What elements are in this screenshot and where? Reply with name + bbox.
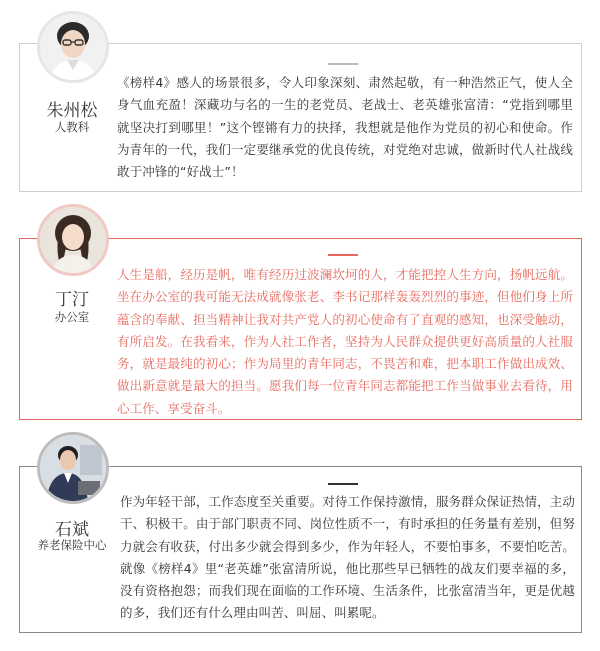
divider-line — [328, 63, 358, 65]
person-name: 丁汀 — [55, 290, 89, 310]
person-name: 朱州松 — [46, 101, 98, 121]
person-name: 石斌 — [55, 520, 89, 540]
avatar — [37, 204, 109, 276]
avatar — [37, 432, 109, 504]
testimonial-quote: 作为年轻干部，工作态度至关重要。对待工作保持激情，服务群众保证热情，主动干、积极干。由于部门职责不同、岗位性质不一，有时承担的任务量有差别，但努力就会有收获，付出多少就会得到多少，作为年轻人，不要怕事多，不要怕吃苦。就像《榜样4》里“老英雄”张富清所说，他比那些早已牺牲的战友们要幸福的多，没有资格抱怨；而我们现在面临的工作环境、生活条件，比张富清当年，更是优越的多，我们还有什么理由叫苦、叫屈、叫累呢。 — [120, 494, 575, 621]
person-department: 办公室 — [54, 310, 90, 324]
person-department: 养老保险中心 — [37, 538, 107, 552]
avatar-portrait-icon — [40, 14, 106, 80]
avatar-portrait-icon — [40, 435, 106, 501]
person-department: 人教科 — [54, 120, 90, 134]
divider-line — [328, 483, 358, 485]
avatar-portrait-icon — [40, 207, 106, 273]
avatar — [37, 11, 109, 83]
testimonial-quote: 人生是船，经历是帆，唯有经历过波澜坎坷的人，才能把控人生方向，扬帆远航。坐在办公室的我可能无法成就像张老、李书记那样轰轰烈烈的事迹，但他们身上所蕴含的奉献、担当精神让我对共产党人的初心使命有了直观的感知，也深受触动，有所启发。在我看来，作为人社工作者，坚持为人民群众提供更好高质量的人社服务，就是最纯的初心；作为局里的青年同志，不畏苦和难，把本职工作做出成效、做出新意就是最大的担当。愿我们每一位青年同志都能把工作当做事业去看待，用心工作、享受奋斗。 — [117, 267, 573, 416]
divider-line — [328, 254, 358, 256]
testimonial-quote: 《榜样4》感人的场景很多，令人印象深刻、肃然起敬，有一种浩然正气，使人全身气血充盈！深藏功与名的一生的老党员、老战士、老英雄张富清：“党指到哪里就坚决打到哪里！”这个铿锵有力的抉择，我想就是他作为党员的初心和使命。作为青年的一代，我们一定要继承党的优良传统，对党绝对忠诚，做新时代人社战线敢于冲锋的“好战士”！ — [117, 75, 573, 180]
